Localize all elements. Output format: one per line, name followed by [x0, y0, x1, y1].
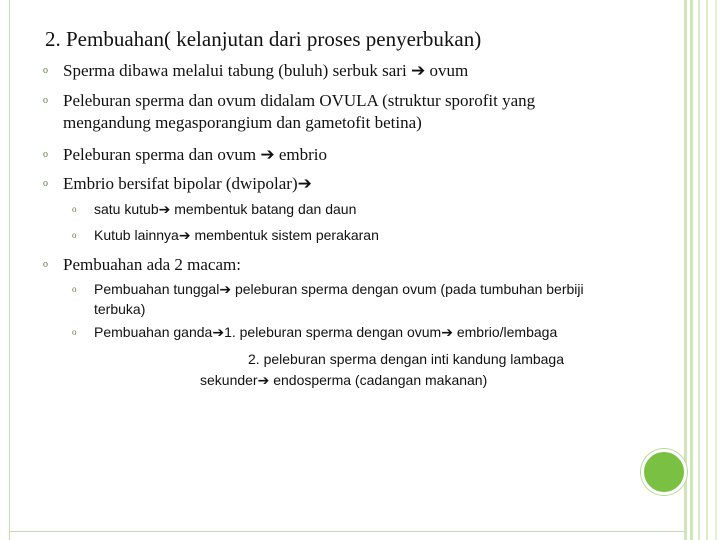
continuation-line: 2. peleburan sperma dengan inti kandung lambaga [248, 351, 565, 367]
bottom-border [9, 531, 685, 532]
arrow-icon: ➔ [297, 174, 312, 194]
arrow-icon: ➔ [158, 202, 171, 218]
arrow-icon: ➔ [410, 61, 426, 81]
sub-item-text: satu kutub [94, 201, 159, 217]
list-item [63, 90, 535, 134]
arrow-icon: ➔ [178, 228, 191, 244]
continuation-line [200, 371, 487, 391]
sub-list-item [94, 200, 356, 220]
sub-item-text-after: 1. peleburan sperma dengan ovum [224, 324, 442, 340]
sub-item-text: Pembuahan ganda [94, 324, 213, 340]
sub-bullet-icon: o [72, 230, 77, 240]
sub-item-text-after: membentuk batang dan daun [170, 201, 357, 217]
sub-item-text: Pembuahan tunggal [94, 281, 220, 297]
arrow-icon: ➔ [219, 282, 232, 298]
sub-bullet-icon: o [72, 204, 77, 214]
arrow-icon: ➔ [257, 373, 270, 389]
bullet-icon: o [43, 65, 48, 76]
continuation-text-after: endosperma (cadangan makanan) [269, 372, 488, 388]
continuation-text: sekunder [200, 372, 258, 388]
right-border-stripe [690, 0, 693, 540]
sub-list-item [94, 323, 557, 343]
arrow-icon: ➔ [212, 325, 225, 341]
list-item [63, 173, 312, 195]
sub-bullet-icon: o [72, 327, 77, 337]
item-text-line2: mengandung megasporangium dan gametofit betina) [63, 113, 422, 132]
arrow-icon: ➔ [260, 145, 275, 165]
sub-item-text-after: peleburan sperma dengan ovum (pada tumbuhan berbiji [231, 281, 584, 297]
bullet-icon: o [43, 149, 48, 160]
item-text: Embrio bersifat bipolar (dwipolar) [63, 174, 298, 193]
sub-item-text-after: embrio/lembaga [452, 324, 558, 340]
sub-bullet-icon: o [72, 284, 77, 294]
item-text: Sperma dibawa melalui tabung (buluh) serbuk sari [63, 61, 407, 80]
sub-item-text: Kutub lainnya [94, 227, 179, 243]
list-item [63, 144, 327, 166]
sub-list-item [94, 280, 584, 319]
item-text-after: ovum [425, 61, 469, 80]
item-text: Peleburan sperma dan ovum [63, 145, 257, 164]
sub-item-text-line2: terbuka) [94, 301, 146, 317]
green-circle-decoration [641, 449, 687, 495]
arrow-icon: ➔ [441, 325, 453, 341]
sub-item-text-after: membentuk sistem perakaran [190, 227, 379, 243]
sub-list-item [94, 226, 379, 246]
right-border-stripe [706, 0, 708, 540]
right-border-stripe [684, 0, 687, 540]
list-item [63, 60, 468, 82]
left-border [9, 0, 10, 540]
bullet-icon: o [43, 95, 48, 106]
list-item: Pembuahan ada 2 macam: [63, 255, 241, 274]
right-border-stripe [715, 0, 717, 540]
bullet-icon: o [43, 259, 48, 270]
bullet-icon: o [43, 178, 48, 189]
item-text-after: embrio [274, 145, 327, 164]
right-border-stripe [698, 0, 700, 540]
item-text-line1: Peleburan sperma dan ovum didalam OVULA (struktur sporofit yang [63, 91, 536, 110]
slide-title: 2. Pembuahan( kelanjutan dari proses penyerbukan) [45, 27, 482, 51]
